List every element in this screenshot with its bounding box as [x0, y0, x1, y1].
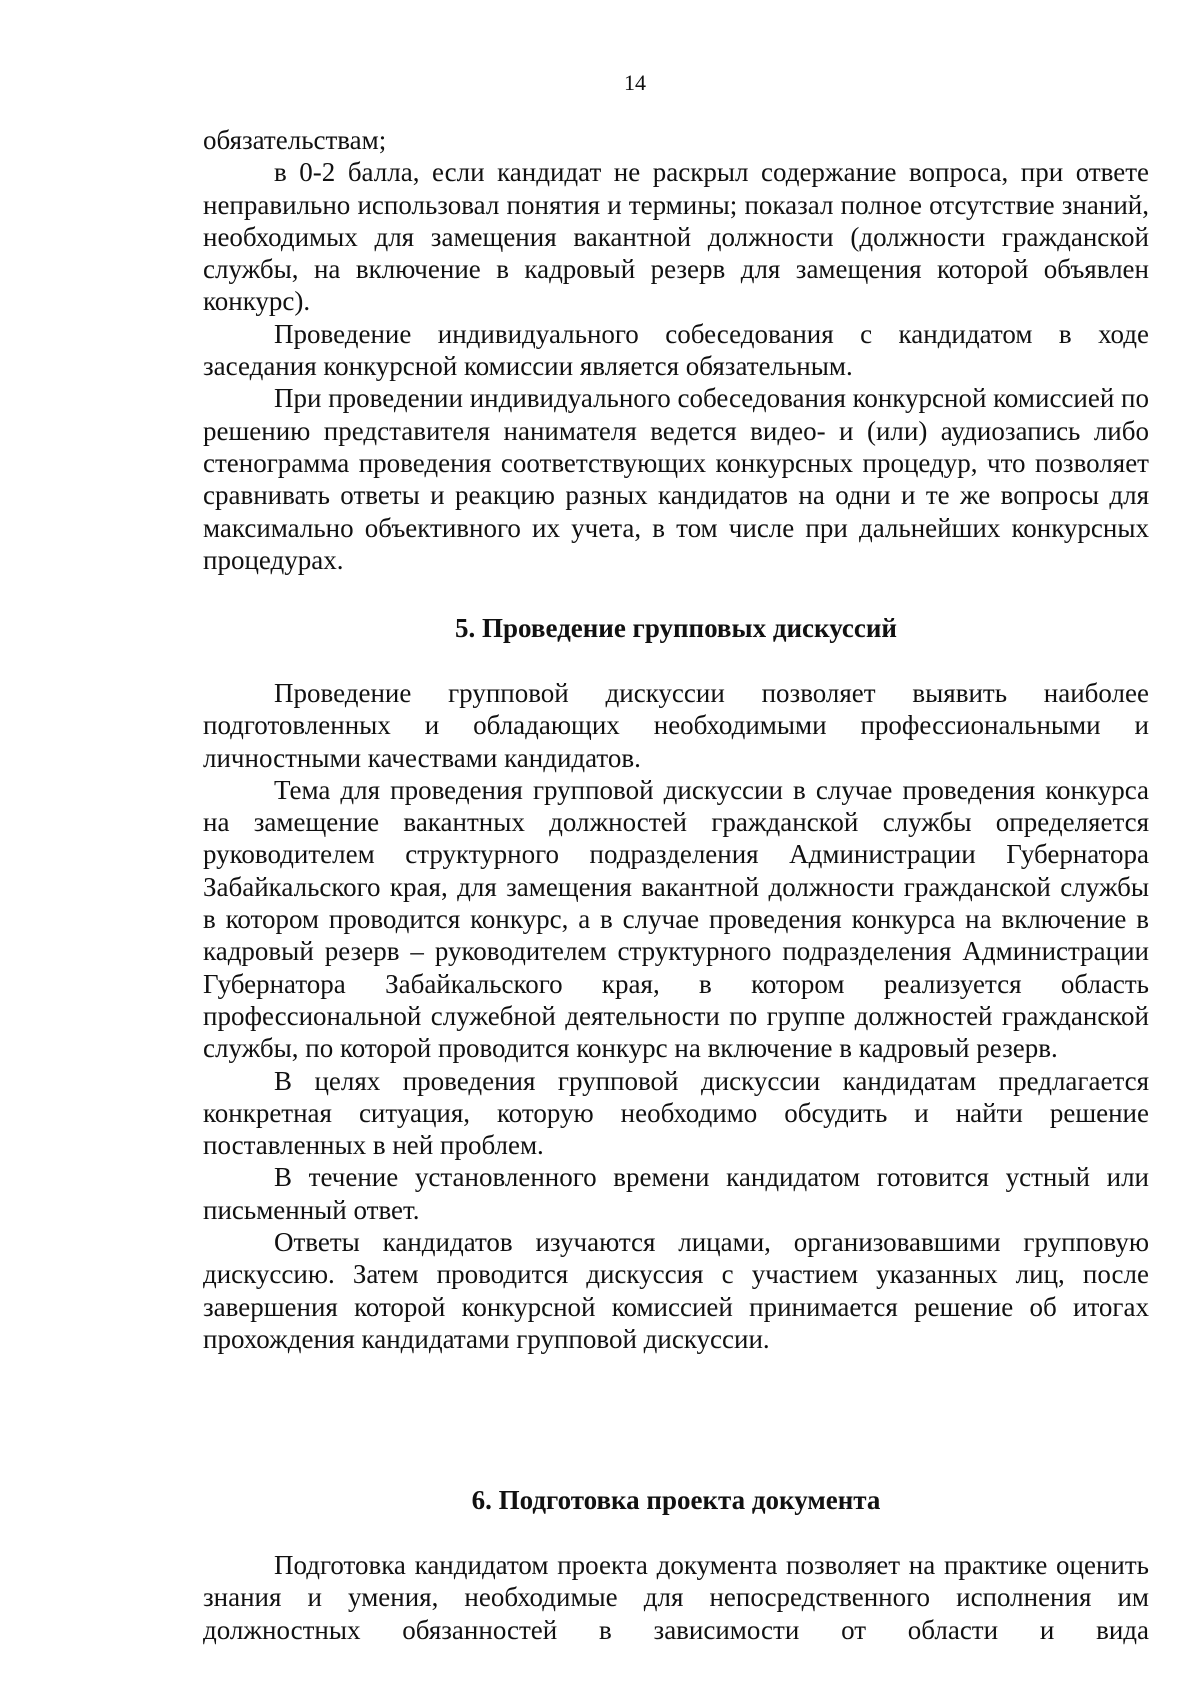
section-6-body	[203, 1549, 1149, 1646]
text-block-continuation	[203, 124, 1149, 576]
paragraph: Ответы кандидатов изучаются лицами, организовавшими групповую дискуссию. Затем проводится дискуссия с участием указанных лиц, после завершения которой конкурсной комиссией принимается решение об итогах прохождения кандидатами групповой дискуссии.	[203, 1227, 1149, 1354]
paragraph: Тема для проведения групповой дискуссии в случае проведения конкурса на замещение вакантных должностей гражданской службы определяется руководителем структурного подразделения Администрации Губернатора Забайкальского края, для замещения вакантной должности гражданской службы в котором проводится конкурс, а в случае проведения конкурса на включение в кадровый резерв – руководителем структурного подразделения Администрации Губернатора Забайкальского края, в котором реализуется область профессиональной служебной деятельности по группе должностей гражданской службы, по которой проводится конкурс на включение в кадровый резерв.	[203, 774, 1149, 1064]
paragraph: Проведение групповой дискуссии позволяет выявить наиболее подготовленных и обладающих необходимыми профессиональными и личностными качествами кандидатов.	[203, 678, 1149, 773]
paragraph: В целях проведения групповой дискуссии кандидатам предлагается конкретная ситуация, которую необходимо обсудить и найти решение поставленных в ней проблем.	[203, 1065, 1149, 1161]
paragraph: В течение установленного времени кандидатом готовится устный или письменный ответ.	[203, 1162, 1149, 1225]
paragraph: При проведении индивидуального собеседования конкурсной комиссией по решению представителя нанимателя ведется видео- и (или) аудиозапись либо стенограмма проведения соответствующих конкурсных процедур, что позволяет сравнивать ответы и реакцию разных кандидатов на одни и те же вопросы для максимально объективного их учета, в том числе при дальнейших конкурсных процедурах.	[203, 383, 1149, 575]
section-5-body	[203, 677, 1149, 1355]
paragraph: Подготовка кандидатом проекта документа позволяет на практике оценить знания и умения, необходимые для непосредственного исполнения им должностных обязанностей в зависимости от области и вида	[203, 1550, 1149, 1645]
section-heading-6: 6. Подготовка проекта документа	[471, 1485, 881, 1515]
paragraph: обязательствам;	[203, 125, 387, 155]
paragraph: Проведение индивидуального собеседования с кандидатом в ходе заседания конкурсной комиссии является обязательным.	[203, 318, 1149, 382]
page-number: 14	[624, 70, 646, 95]
paragraph: в 0-2 балла, если кандидат не раскрыл содержание вопроса, при ответе неправильно использовал понятия и термины; показал полное отсутствие знаний, необходимых для замещения вакантной должности (должности гражданской службы, на включение в кадровый резерв для замещения которой объявлен конкурс).	[203, 157, 1149, 317]
section-heading-5: 5. Проведение групповых дискуссий	[455, 613, 897, 643]
